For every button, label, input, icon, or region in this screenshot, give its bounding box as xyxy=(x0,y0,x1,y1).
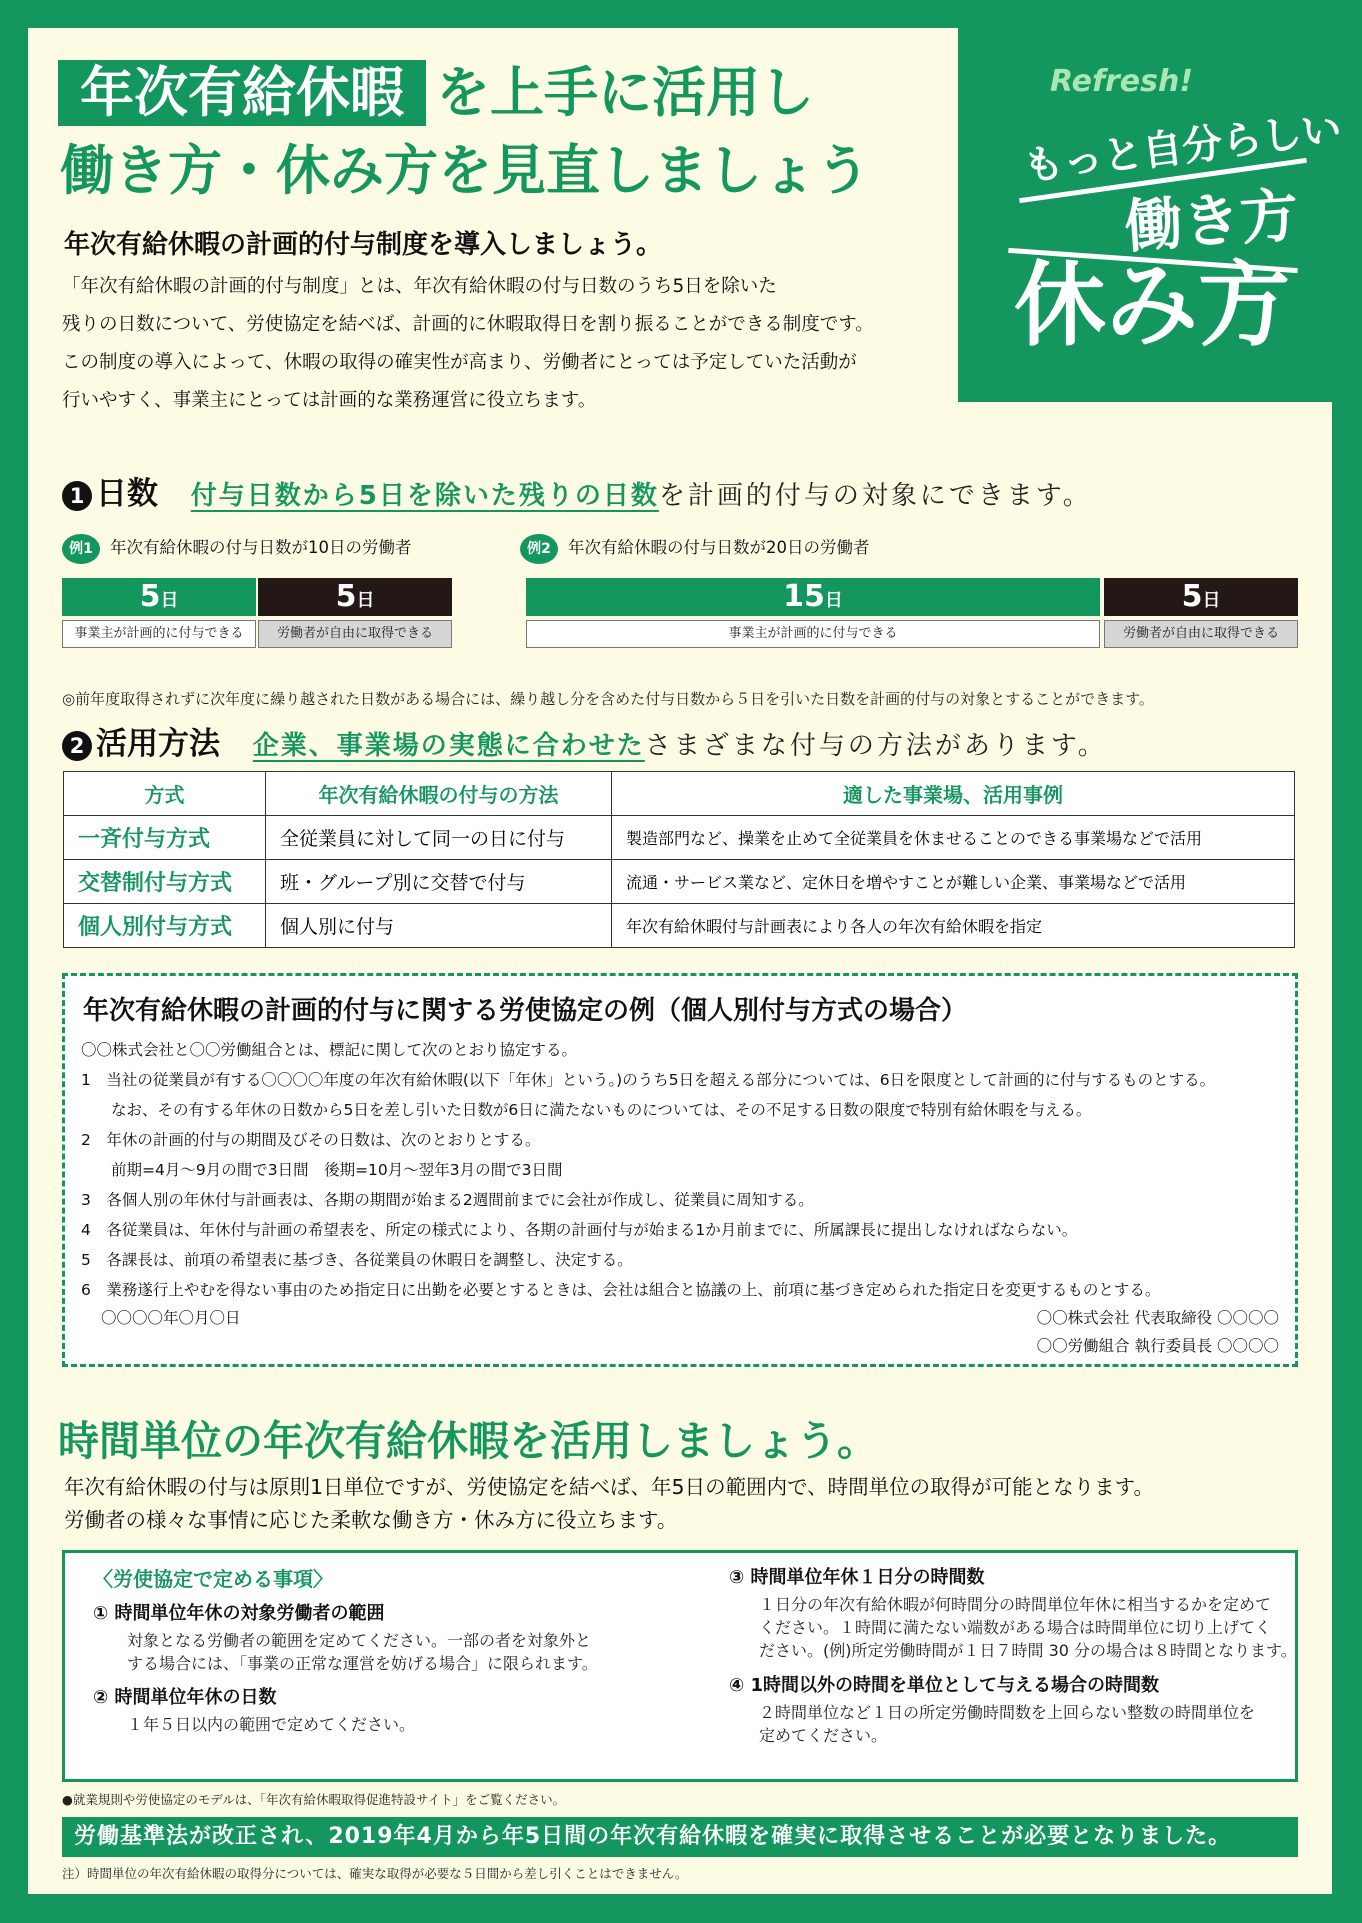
example-badge: 例2 xyxy=(520,534,558,564)
employer-caption: 事業主が計画的に付与できる xyxy=(526,620,1100,648)
section-label: 活用方法 xyxy=(96,726,220,762)
agreement-line: 〇〇株式会社と〇〇労働組合とは、標記に関して次のとおり協定する。 xyxy=(81,1041,578,1059)
badge-line3: 休み方 xyxy=(1014,252,1291,359)
method-how: 全従業員に対して同一の日に付与 xyxy=(266,816,612,860)
badge-line1: もっと自分らしい xyxy=(1020,105,1345,191)
agreement-date: 〇〇〇〇年〇月〇日 xyxy=(101,1309,241,1327)
subtitle: 年次有給休暇の計画的付与制度を導入しましょう。 xyxy=(64,230,663,260)
item-heading: ② 時間単位年休の日数 xyxy=(93,1687,277,1708)
column-header: 年次有給休暇の付与の方法 xyxy=(266,772,612,816)
item-heading: ④ 1時間以外の時間を単位として与える場合の時間数 xyxy=(729,1675,1160,1696)
page-title xyxy=(58,60,814,126)
agreement-line: 2 年休の計画的付与の期間及びその日数は、次のとおりとする。 xyxy=(81,1131,541,1149)
worker-caption: 労働者が自由に取得できる xyxy=(258,620,452,648)
hourly-desc-line: 年次有給休暇の付与は原則1日単位ですが、労使協定を結べば、年5日の範囲内で、時間単位の取得が可能となります。 xyxy=(64,1475,1155,1499)
method-table xyxy=(63,771,1295,948)
intro-line: 「年次有給休暇の計画的付与制度」とは、年次有給休暇の付与日数のうち5日を除いた xyxy=(62,276,777,297)
model-note: ●就業規則や労使協定のモデルは、「年次有給休暇取得促進特設サイト」をご覧ください。 xyxy=(62,1792,566,1807)
item-body: 対象となる労働者の範囲を定めてください。一部の者を対象外と xyxy=(127,1631,592,1650)
item-body: １日分の年次有給休暇が何時間分の時間単位年休に相当するかを定めて xyxy=(759,1595,1272,1614)
section-number: 2 xyxy=(62,731,92,761)
refresh-label: Refresh! xyxy=(1050,64,1194,99)
title-rest: を上手に活用し xyxy=(436,61,814,124)
refresh-badge xyxy=(958,28,1345,402)
method-name: 交替制付与方式 xyxy=(64,860,266,904)
intro-text xyxy=(62,268,942,420)
table-row xyxy=(64,860,1295,904)
agreement-line: 4 各従業員は、年休付与計画の希望表を、所定の様式により、各期の計画付与が始まる1か月前までに、所属課長に提出しなければならない。 xyxy=(81,1221,1078,1239)
item-body: する場合には、「事業の正常な運営を妨げる場合」に限られます。 xyxy=(127,1654,598,1673)
section-number: 1 xyxy=(62,481,92,511)
flyer-page xyxy=(28,28,1345,1894)
item-body: ２時間単位など１日の所定労働時間数を上回らない整数の時間単位を xyxy=(759,1703,1256,1722)
section-tail: を計画的付与の対象にできます。 xyxy=(658,481,1092,511)
title-highlight: 年次有給休暇 xyxy=(58,60,426,126)
item-body: １年５日以内の範囲で定めてください。 xyxy=(127,1715,416,1734)
method-how: 個人別に付与 xyxy=(266,904,612,948)
footnote: 注）時間単位の年次有給休暇の取得分については、確実な取得が必要な５日間から差し引くことはできません。 xyxy=(62,1866,688,1881)
example-text: 年次有給休暇の付与日数が10日の労働者 xyxy=(110,538,412,557)
example-text: 年次有給休暇の付与日数が20日の労働者 xyxy=(568,538,870,557)
hourly-desc-line: 労働者の様々な事情に応じた柔軟な働き方・休み方に役立ちます。 xyxy=(64,1508,678,1532)
worker-caption: 労働者が自由に取得できる xyxy=(1104,620,1298,648)
agreement-signature: 〇〇株式会社 代表取締役 〇〇〇〇 xyxy=(1036,1309,1279,1327)
intro-line: 行いやすく、事業主にとっては計画的な業務運営に役立ちます。 xyxy=(62,390,597,411)
section-days-heading xyxy=(62,468,1092,513)
law-revision-banner: 労働基準法が改正され、2019年4月から年5日間の年次有給休暇を確実に取得させることが必要となりました。 xyxy=(62,1817,1298,1857)
table-row xyxy=(64,816,1295,860)
example-badge: 例1 xyxy=(62,534,100,564)
items-box-title: 〈労使協定で定める事項〉 xyxy=(93,1567,333,1591)
employer-caption: 事業主が計画的に付与できる xyxy=(62,620,256,648)
section-method-heading xyxy=(62,718,1107,763)
badge-line2: 働き方 xyxy=(1122,181,1301,261)
method-example: 流通・サービス業など、定休日を増やすことが難しい企業、事業場などで活用 xyxy=(612,860,1295,904)
agreement-line: 6 業務遂行上やむを得ない事由のため指定日に出勤を必要とするときは、会社は組合と協議の上、前項に基づき定められた指定日を変更するものとする。 xyxy=(81,1281,1161,1299)
item-body: ください。１時間に満たない端数がある場合は時間単位に切り上げてく xyxy=(759,1618,1272,1637)
employer-days-bar: 15日 xyxy=(526,578,1100,616)
agreement-items-box xyxy=(62,1550,1298,1782)
agreement-line: 5 各課長は、前項の希望表に基づき、各従業員の休暇日を調整し、決定する。 xyxy=(81,1251,633,1269)
hourly-title: 時間単位の年次有給休暇を活用しましょう。 xyxy=(58,1417,878,1465)
item-heading: ③ 時間単位年休１日分の時間数 xyxy=(729,1567,985,1588)
agreement-line: 1 当社の従業員が有する〇〇〇〇年度の年次有給休暇(以下「年休」という。)のうち5日を超える部分については、6日を限度として計画的に付与するものとする。 xyxy=(81,1071,1216,1089)
method-name: 個人別付与方式 xyxy=(64,904,266,948)
worker-days-bar: 5日 xyxy=(258,578,452,616)
agreement-example-box xyxy=(62,973,1298,1367)
agreement-signature: 〇〇労働組合 執行委員長 〇〇〇〇 xyxy=(1036,1337,1279,1355)
carryover-note: ◎前年度取得されずに次年度に繰り越された日数がある場合には、繰り越し分を含めた付与日数から５日を引いた日数を計画的付与の対象とすることができます。 xyxy=(62,690,1154,708)
agreement-line: 前期=4月～9月の間で3日間 後期=10月～翌年3月の間で3日間 xyxy=(111,1161,563,1179)
section-tail: さまざまな付与の方法があります。 xyxy=(644,731,1107,761)
section-highlight: 付与日数から5日を除いた残りの日数 xyxy=(190,481,659,511)
section-label: 日数 xyxy=(96,476,158,512)
intro-line: この制度の導入によって、休暇の取得の確実性が高まり、労働者にとっては予定していた活動が xyxy=(62,352,857,373)
table-row xyxy=(64,904,1295,948)
intro-line: 残りの日数について、労使協定を結べば、計画的に休暇取得日を割り振ることができる制度です。 xyxy=(62,314,874,335)
item-body: ださい。(例)所定労働時間が１日７時間 30 分の場合は８時間となります。 xyxy=(759,1641,1297,1660)
method-name: 一斉付与方式 xyxy=(64,816,266,860)
worker-days-bar: 5日 xyxy=(1104,578,1298,616)
section-highlight: 企業、事業場の実態に合わせた xyxy=(252,731,645,761)
example2-label xyxy=(520,534,870,564)
method-how: 班・グループ別に交替で付与 xyxy=(266,860,612,904)
agreement-line: 3 各個人別の年休付与計画表は、各期の期間が始まる2週間前までに会社が作成し、従業員に周知する。 xyxy=(81,1191,814,1209)
method-example: 年次有給休暇付与計画表により各人の年次有給休暇を指定 xyxy=(612,904,1295,948)
column-header: 適した事業場、活用事例 xyxy=(612,772,1295,816)
hourly-desc xyxy=(64,1471,1154,1537)
agreement-title: 年次有給休暇の計画的付与に関する労使協定の例（個人別付与方式の場合） xyxy=(83,996,968,1026)
item-body: 定めてください。 xyxy=(759,1726,888,1745)
page-title-line2: 働き方・休み方を見直しましょう xyxy=(60,139,870,202)
agreement-line: なお、その有する年休の日数から5日を差し引いた日数が6日に満たないものについては、その不足する日数の限度で特別有給休暇を与える。 xyxy=(111,1101,1092,1119)
table-header-row xyxy=(64,772,1295,816)
method-example: 製造部門など、操業を止めて全従業員を休ませることのできる事業場などで活用 xyxy=(612,816,1295,860)
example1-label xyxy=(62,534,412,564)
column-header: 方式 xyxy=(64,772,266,816)
item-heading: ① 時間単位年休の対象労働者の範囲 xyxy=(93,1603,385,1624)
employer-days-bar: 5日 xyxy=(62,578,256,616)
